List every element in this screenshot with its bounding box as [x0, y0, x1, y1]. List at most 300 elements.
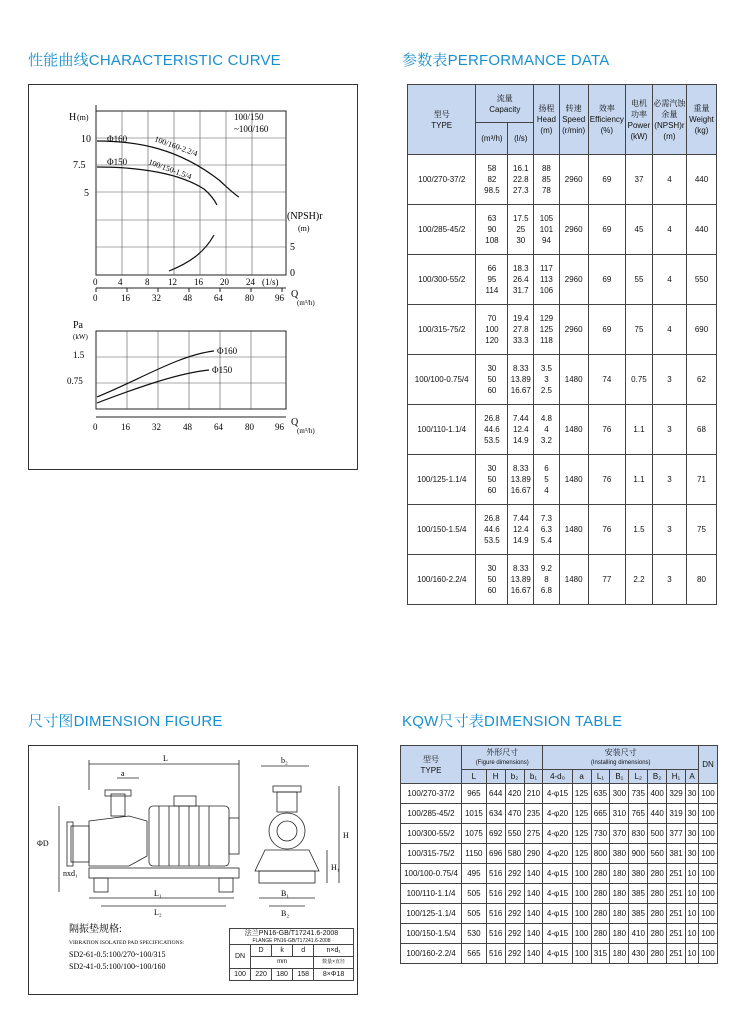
- dt-cell: 550: [505, 824, 524, 844]
- dt-cell: 140: [524, 864, 543, 884]
- perf-cell-value: 2.5: [540, 386, 552, 395]
- th-type: 型号 TYPE: [408, 85, 476, 155]
- dt-cell: 30: [685, 804, 698, 824]
- perf-cell-q2: [508, 505, 534, 555]
- npsh-tick-0: 0: [290, 268, 295, 279]
- perf-cell-value: 26.8: [484, 414, 500, 423]
- dt-cell: 100: [572, 924, 591, 944]
- perf-cell-npsh: 3: [652, 455, 686, 505]
- perf-cell-q1: [476, 555, 508, 605]
- perf-cell-value: 4: [544, 486, 549, 495]
- dt-cell: 292: [505, 944, 524, 964]
- dt-cell: 385: [629, 904, 648, 924]
- perf-row: [408, 405, 717, 455]
- dim-a: a: [121, 769, 125, 778]
- npsh-label: (NPSH)r: [287, 211, 323, 222]
- q2-tick-48: 48: [183, 422, 192, 432]
- dt-cell: 125: [572, 844, 591, 864]
- dt-col-head: H₁: [667, 770, 686, 784]
- dt-cell: 30: [685, 844, 698, 864]
- th-cap-unit2: (l/s): [508, 123, 534, 155]
- perf-cell-q1: [476, 205, 508, 255]
- dt-cell: 280: [648, 944, 667, 964]
- dt-cell: 4-φ15: [543, 864, 572, 884]
- dt-row: [401, 944, 718, 964]
- h-tick-5: 5: [84, 188, 89, 199]
- perf-cell-value: 8.33: [513, 464, 529, 473]
- phi160-label: Φ160: [107, 134, 128, 144]
- curve-legend-1: 100/150: [234, 112, 264, 122]
- dt-cell: 125: [572, 824, 591, 844]
- npsh-curve: [169, 235, 214, 271]
- dt-cell: 4-φ15: [543, 784, 572, 804]
- dt-cell: 1075: [462, 824, 487, 844]
- perf-cell-q2: [508, 155, 534, 205]
- dt-row: [401, 784, 718, 804]
- dt-cell: 516: [486, 944, 505, 964]
- dt-cell: 100: [699, 884, 718, 904]
- perf-cell-eff: 69: [588, 205, 626, 255]
- dt-cell: 1015: [462, 804, 487, 824]
- perf-row: [408, 455, 717, 505]
- dt-cell: 100/150-1.5/4: [401, 924, 462, 944]
- power-curve-150: [97, 370, 209, 403]
- p-tick-1.5: 1.5: [73, 350, 85, 360]
- dt-cell: 580: [505, 844, 524, 864]
- dt-cell: 292: [505, 884, 524, 904]
- dt-cell: 565: [462, 944, 487, 964]
- dt-cell: 634: [486, 804, 505, 824]
- h-axis-unit: (m): [77, 113, 89, 122]
- perf-cell-power: 0.75: [626, 355, 653, 405]
- dt-cell: 100: [572, 864, 591, 884]
- dt-cell: 10: [685, 904, 698, 924]
- dt-install-head: 安装尺寸 (Installing dimensions): [543, 746, 699, 770]
- dt-cell: 100: [699, 804, 718, 824]
- perf-cell-q2: [508, 255, 534, 305]
- dt-row: [401, 804, 718, 824]
- p-phi150-label: Φ150: [212, 365, 233, 375]
- dt-col-head: b₁: [524, 770, 543, 784]
- perf-cell-value: 100: [485, 325, 499, 334]
- dt-cell: 516: [486, 924, 505, 944]
- perf-cell-value: 7.3: [540, 514, 552, 523]
- dt-cell: 400: [648, 784, 667, 804]
- th-efficiency: 效率 Efficiency (%): [588, 85, 626, 155]
- dt-cell: 735: [629, 784, 648, 804]
- dt-cell: 385: [629, 884, 648, 904]
- perf-section-title: 参数表PERFORMANCE DATA: [402, 52, 610, 69]
- dt-cell: 100/285-45/2: [401, 804, 462, 824]
- dt-cell: 644: [486, 784, 505, 804]
- dim-L: L: [163, 754, 168, 763]
- perf-cell-value: 7.44: [513, 414, 529, 423]
- perf-cell-value: 27.3: [513, 186, 529, 195]
- perf-cell-value: 101: [539, 225, 554, 234]
- dt-cell: 4-φ15: [543, 904, 572, 924]
- perf-cell-value: 13.89: [510, 575, 531, 584]
- dt-cell: 380: [610, 844, 629, 864]
- dt-col-head: a: [572, 770, 591, 784]
- q-tick-48: 48: [183, 293, 192, 303]
- flange-val-k: 180: [272, 969, 293, 981]
- perf-cell-npsh: 3: [652, 405, 686, 455]
- perf-cell-value: 26.4: [513, 275, 529, 284]
- th-speed: 转速 Speed (r/min): [559, 85, 588, 155]
- th-capacity: 流量 Capacity: [476, 85, 534, 123]
- perf-cell-value: 14.9: [513, 436, 529, 445]
- dt-cell: 280: [591, 904, 610, 924]
- perf-cell-value: 82: [487, 175, 497, 184]
- ls-tick-12: 12: [168, 277, 177, 287]
- flange-k-head: k: [272, 945, 293, 957]
- dt-cell: 505: [462, 884, 487, 904]
- perf-cell-value: 113: [540, 275, 553, 284]
- th-cap-unit1: (m³/h): [476, 123, 508, 155]
- perf-cell-value: 53.5: [484, 536, 500, 545]
- perf-cell-value: 129: [539, 314, 554, 323]
- q-tick-80: 80: [245, 293, 254, 303]
- perf-cell-head: [534, 405, 560, 455]
- perf-cell-head: [534, 155, 560, 205]
- phi150-label: Φ150: [107, 157, 128, 167]
- dt-cell: 10: [685, 924, 698, 944]
- perf-cell-eff: 76: [588, 405, 626, 455]
- dt-cell: 210: [524, 784, 543, 804]
- lower-grid: [96, 331, 286, 409]
- perf-cell-value: 8.33: [513, 364, 529, 373]
- dt-cell: 280: [591, 864, 610, 884]
- perf-cell-eff: 76: [588, 505, 626, 555]
- dt-cell: 377: [667, 824, 686, 844]
- perf-row: [408, 155, 717, 205]
- dt-cell: 635: [591, 784, 610, 804]
- dim-H: H: [343, 831, 349, 840]
- power-curve-160: [97, 351, 214, 397]
- perf-cell-power: 1.1: [626, 405, 653, 455]
- dt-cell: 692: [486, 824, 505, 844]
- npsh-unit: (m): [298, 224, 310, 233]
- perf-cell-value: 25: [516, 225, 526, 234]
- ls-tick-20: 20: [220, 277, 229, 287]
- dt-cell: 100: [699, 784, 718, 804]
- perf-cell-value: 30: [516, 236, 526, 245]
- perf-cell-speed: 2960: [559, 305, 588, 355]
- dimension-table: [400, 745, 718, 964]
- dt-cell: 665: [591, 804, 610, 824]
- perf-cell-eff: 76: [588, 455, 626, 505]
- dt-cell: 329: [667, 784, 686, 804]
- dt-cell: 140: [524, 904, 543, 924]
- dt-cell: 180: [610, 864, 629, 884]
- dt-cell: 251: [667, 884, 686, 904]
- flange-unit-mm: mm: [251, 957, 314, 969]
- perf-cell-speed: 2960: [559, 205, 588, 255]
- dt-cell: 280: [648, 904, 667, 924]
- perf-cell-speed: 1480: [559, 455, 588, 505]
- curve-panel: [28, 84, 358, 470]
- dt-cell: 4-φ15: [543, 944, 572, 964]
- th-power: 电机 功率 Power (kW): [626, 85, 653, 155]
- perf-cell-value: 78: [541, 186, 551, 195]
- perf-cell-value: 70: [487, 314, 497, 323]
- perf-cell-weight: 71: [687, 455, 717, 505]
- q-label-upper: Q: [291, 289, 299, 300]
- dt-cell: 100: [699, 904, 718, 924]
- perf-cell-value: 22.8: [513, 175, 529, 184]
- dt-cell: 30: [685, 824, 698, 844]
- perf-cell-eff: 69: [588, 155, 626, 205]
- ls-tick-0: 0: [93, 277, 98, 287]
- perf-cell-value: 12.4: [513, 525, 529, 534]
- perf-cell-npsh: 4: [652, 305, 686, 355]
- perf-cell-type: 100/150-1.5/4: [408, 505, 476, 555]
- dt-cell: 440: [648, 804, 667, 824]
- ls-tick-8: 8: [145, 277, 150, 287]
- perf-cell-speed: 1480: [559, 555, 588, 605]
- perf-cell-value: 30: [487, 564, 497, 573]
- dt-row: [401, 884, 718, 904]
- perf-cell-value: 16.67: [510, 386, 531, 395]
- perf-cell-value: 60: [487, 386, 497, 395]
- flange-table: [229, 928, 354, 981]
- q2-tick-80: 80: [245, 422, 254, 432]
- curve-name-160: 100/160-2.2/4: [153, 134, 199, 159]
- q2-tick-64: 64: [214, 422, 223, 432]
- q-tick-96: 96: [275, 293, 284, 303]
- dt-cell: 292: [505, 924, 524, 944]
- dt-cell: 292: [505, 904, 524, 924]
- perf-cell-value: 8.33: [513, 564, 529, 573]
- dt-cell: 180: [610, 884, 629, 904]
- perf-cell-weight: 80: [687, 555, 717, 605]
- dt-cell: 292: [505, 864, 524, 884]
- dt-cell: 251: [667, 904, 686, 924]
- curve-name-150: 100/150-1.5/4: [147, 157, 193, 182]
- dt-outline-head: 外形尺寸 (Figure dimensions): [462, 746, 543, 770]
- perf-cell-value: 58: [487, 164, 497, 173]
- dimension-figure-panel: [28, 745, 358, 995]
- dt-cell: 696: [486, 844, 505, 864]
- perf-cell-type: 100/270-37/2: [408, 155, 476, 205]
- perf-cell-value: 4: [544, 425, 549, 434]
- flange-nd-head: n×d₁: [314, 945, 354, 957]
- dt-cell: 1150: [462, 844, 487, 864]
- perf-cell-power: 45: [626, 205, 653, 255]
- vib-spec-2: SD2-41-0.5:100/100~100/160: [69, 962, 166, 971]
- dt-cell: 100: [699, 944, 718, 964]
- perf-cell-value: 7.44: [513, 514, 529, 523]
- dt-cell: 505: [462, 904, 487, 924]
- perf-cell-weight: 62: [687, 355, 717, 405]
- perf-cell-head: [534, 255, 560, 305]
- h-axis-label: H: [69, 112, 77, 123]
- vib-title-en: VIBRATION ISOLATED PAD SPECIFICATIONS:: [69, 940, 185, 946]
- dt-cell: 100/110-1.1/4: [401, 884, 462, 904]
- perf-cell-npsh: 4: [652, 205, 686, 255]
- dt-col-head: A: [685, 770, 698, 784]
- perf-cell-value: 50: [487, 575, 497, 584]
- flange-val-dn: 100: [230, 969, 251, 981]
- dt-cell: 800: [591, 844, 610, 864]
- perf-cell-value: 26.8: [484, 514, 500, 523]
- dt-cell: 495: [462, 864, 487, 884]
- perf-row: [408, 505, 717, 555]
- dt-cell: 370: [610, 824, 629, 844]
- q2-tick-0: 0: [93, 422, 98, 432]
- dt-cell: 290: [524, 844, 543, 864]
- p-axis-label: Pa: [73, 320, 83, 331]
- perf-cell-npsh: 4: [652, 155, 686, 205]
- dt-cell: 500: [648, 824, 667, 844]
- dt-col-head: L: [462, 770, 487, 784]
- dt-cell: 100/270-37/2: [401, 784, 462, 804]
- perf-cell-q2: [508, 205, 534, 255]
- p-phi160-label: Φ160: [217, 346, 238, 356]
- q-unit-upper: (m³/h): [297, 299, 315, 307]
- flange-dn-head: DN: [230, 945, 251, 969]
- perf-cell-head: [534, 205, 560, 255]
- perf-cell-value: 16.67: [510, 486, 531, 495]
- dt-cell: 100/300-55/2: [401, 824, 462, 844]
- perf-cell-value: 33.3: [513, 336, 529, 345]
- dt-cell: 4-φ20: [543, 844, 572, 864]
- perf-cell-value: 12.4: [513, 425, 529, 434]
- dt-cell: 140: [524, 884, 543, 904]
- perf-cell-q2: [508, 405, 534, 455]
- perf-row: [408, 255, 717, 305]
- ls-tick-24: 24: [246, 277, 255, 287]
- hq-curve-150: [97, 167, 217, 205]
- pump-end-view: [255, 766, 339, 906]
- perf-cell-value: 66: [487, 264, 497, 273]
- perf-cell-value: 114: [485, 286, 499, 295]
- perf-cell-q1: [476, 305, 508, 355]
- perf-row: [408, 555, 717, 605]
- dt-cell: 100: [572, 884, 591, 904]
- dimfig-section-title: 尺寸图DIMENSION FIGURE: [28, 713, 223, 730]
- dt-row: [401, 904, 718, 924]
- dt-cell: 100: [572, 904, 591, 924]
- dt-cell: 420: [505, 784, 524, 804]
- perf-cell-weight: 75: [687, 505, 717, 555]
- dt-cell: 319: [667, 804, 686, 824]
- perf-cell-q2: [508, 355, 534, 405]
- perf-cell-value: 120: [485, 336, 499, 345]
- perf-cell-weight: 690: [687, 305, 717, 355]
- perf-cell-value: 5: [544, 475, 549, 484]
- dt-col-head: L₁: [591, 770, 610, 784]
- dt-cell: 100/315-75/2: [401, 844, 462, 864]
- th-npsh: 必需汽蚀 余量 (NPSH)r (m): [652, 85, 686, 155]
- perf-cell-value: 3.2: [540, 436, 552, 445]
- perf-cell-speed: 2960: [559, 155, 588, 205]
- dt-cell: 125: [572, 784, 591, 804]
- perf-cell-type: 100/315-75/2: [408, 305, 476, 355]
- perf-cell-type: 100/110-1.1/4: [408, 405, 476, 455]
- dim-B1: B₁: [281, 889, 290, 898]
- q2-tick-32: 32: [152, 422, 161, 432]
- npsh-tick-5: 5: [290, 242, 295, 253]
- perf-cell-value: 8: [544, 575, 549, 584]
- perf-cell-head: [534, 555, 560, 605]
- pump-side-view: [59, 760, 239, 906]
- dt-cell: 235: [524, 804, 543, 824]
- q-label-lower: Q: [291, 417, 299, 428]
- perf-cell-value: 85: [541, 175, 551, 184]
- perf-cell-speed: 2960: [559, 255, 588, 305]
- th-head: 扬程 Head (m): [534, 85, 560, 155]
- perf-row: [408, 205, 717, 255]
- perf-cell-value: 108: [485, 236, 499, 245]
- dt-cell: 765: [629, 804, 648, 824]
- perf-cell-value: 95: [487, 275, 497, 284]
- perf-cell-npsh: 3: [652, 555, 686, 605]
- perf-cell-value: 125: [539, 325, 554, 334]
- dt-col-head: 4-d₀: [543, 770, 572, 784]
- dt-cell: 100/160-2.2/4: [401, 944, 462, 964]
- perf-cell-weight: 550: [687, 255, 717, 305]
- perf-cell-value: 18.3: [513, 264, 529, 273]
- dt-cell: 280: [648, 864, 667, 884]
- perf-cell-value: 6.3: [540, 525, 552, 534]
- dt-cell: 280: [591, 884, 610, 904]
- perf-cell-weight: 440: [687, 155, 717, 205]
- perf-cell-eff: 69: [588, 305, 626, 355]
- q-tick-32: 32: [152, 293, 161, 303]
- dt-cell: 730: [591, 824, 610, 844]
- perf-cell-value: 44.6: [484, 525, 500, 534]
- dt-cell: 140: [524, 944, 543, 964]
- q-tick-0: 0: [93, 293, 98, 303]
- dt-cell: 280: [648, 924, 667, 944]
- perf-cell-value: 9.2: [540, 564, 552, 573]
- dt-cell: 10: [685, 944, 698, 964]
- perf-cell-value: 44.6: [484, 425, 500, 434]
- dt-cell: 100: [699, 864, 718, 884]
- dt-row: [401, 864, 718, 884]
- dt-cell: 275: [524, 824, 543, 844]
- h-tick-10: 10: [81, 134, 91, 145]
- perf-cell-value: 16.1: [513, 164, 529, 173]
- dt-cell: 251: [667, 864, 686, 884]
- dt-row: [401, 924, 718, 944]
- dt-cell: 280: [648, 884, 667, 904]
- ls-tick-4: 4: [118, 277, 123, 287]
- perf-cell-type: 100/160-2.2/4: [408, 555, 476, 605]
- dt-cell: 140: [524, 924, 543, 944]
- perf-row: [408, 305, 717, 355]
- flange-val-D: 220: [251, 969, 272, 981]
- dt-cell: 4-φ20: [543, 804, 572, 824]
- flange-d-head: d: [293, 945, 314, 957]
- ls-unit: (1/s): [262, 277, 279, 287]
- perf-cell-power: 75: [626, 305, 653, 355]
- flange-unit-count: 数量×直径: [314, 957, 354, 969]
- perf-cell-eff: 69: [588, 255, 626, 305]
- perf-cell-value: 17.5: [513, 214, 529, 223]
- perf-cell-value: 3: [544, 375, 549, 384]
- dt-cell: 251: [667, 924, 686, 944]
- dt-cell: 100: [699, 924, 718, 944]
- dim-L1: L₁: [154, 889, 162, 898]
- dt-cell: 100/125-1.1/4: [401, 904, 462, 924]
- dt-cell: 4-φ15: [543, 924, 572, 944]
- dim-B2: B₂: [281, 909, 290, 918]
- perf-cell-npsh: 3: [652, 355, 686, 405]
- perf-cell-head: [534, 505, 560, 555]
- dt-cell: 280: [591, 924, 610, 944]
